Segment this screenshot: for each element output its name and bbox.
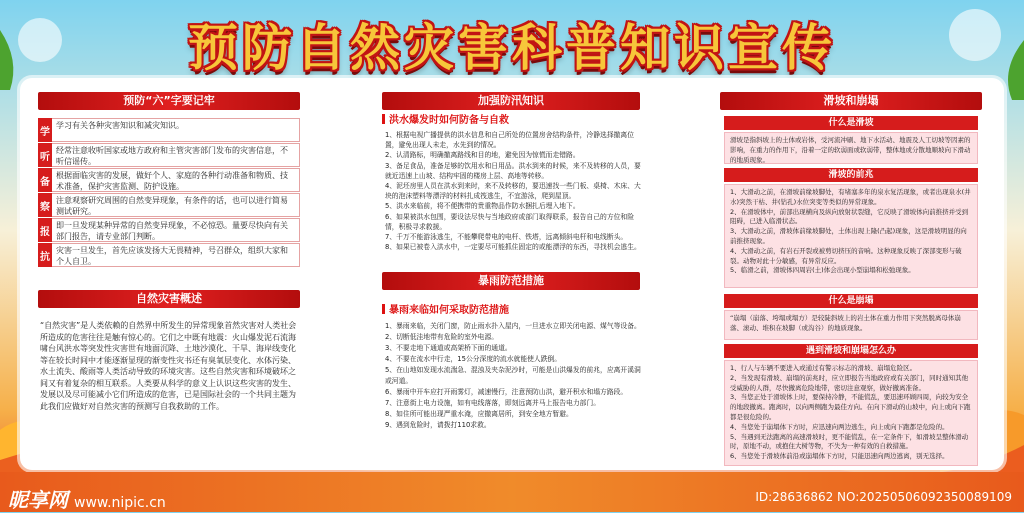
watermark-logo xyxy=(8,484,166,513)
encounter-item: 1、行人与车辆不要进入或通过有警示标志的滑坡、崩塌危险区。 xyxy=(730,364,917,372)
rain-subheading-text: 暴雨来临如何采取防范措施 xyxy=(389,305,509,316)
sign-item: 5、临滑之前，滑坡体四周岩(土)体会出现小型崩塌和松弛现象。 xyxy=(730,266,915,275)
watermark-url: www.nipic.cn xyxy=(74,495,166,511)
rain-item: 8、如住所可能出现严重水淹，应撤离居所，到安全地方暂避。 xyxy=(385,410,573,418)
flood-item: 7、千万不能游泳逃生，不能攀爬带电的电杆、铁塔，远离倾斜电杆和电线断头。 xyxy=(385,233,628,242)
encounter-item: 6、当您处于滑坡体前沿或崩塌体下方时，只能迅速向两边逃离，别无选择。 xyxy=(730,452,949,461)
rain-item: 5、在山地如发现水流湍急、混浊及夹杂泥沙时，可能是山洪爆发的前兆，应离开溪洞或河道。 xyxy=(385,366,641,385)
sign-item: 2、在滑坡体中，前部出现横向及纵向放射状裂缝，它反映了滑坡体向前推挤并受到阻碍，已进入临滑状态。 xyxy=(730,207,969,226)
flood-item: 1、根据电视广播提供的洪水信息和自己所处的位置房舍结构条件，冷静选择撤离位置，避免出现人未走，水先到的情况。 xyxy=(385,131,635,150)
encounter-label: 遇到滑坡和崩塌怎么办 xyxy=(724,344,978,358)
overview-text: “自然灾害”是人类依赖的自然界中所发生的异常现象首然灾害对人类社会所造成的危害往往是触有惊心的。它们之中既有地震：火山爆发泥石流海啸台风洪水等突发性灾害世有地面沉降、土地沙漠化、干旱、海岸线变化等在较长时间中才能逐渐显现的渐变性灾书还有臭氧层变化、水体污染、水土流失、酸雨等人类活动导致的环境灾害。这些自然灾害和环境破坏之间又有着复杂的相互联系。人类要从科学的意义上认识这些灾害的发生、发展以及尽可能减小它们所造成的危害，已是国际社会的一个共同主题为此我们应做好对自然灾害的预测写自我救助的工作。 xyxy=(40,321,297,411)
overview-heading: 自然灾害概述 xyxy=(38,290,300,308)
overview-paragraph xyxy=(40,320,300,470)
flood-subheading-text: 洪水爆发时如何防备与自救 xyxy=(389,115,509,126)
flood-item: 5、洪水来临前，将不便携带的贵重物品作防水捆扎后埋入地下。 xyxy=(385,202,580,211)
flood-item: 8、如果已被卷入洪水中，一定要尽可能抓住固定的或能漂浮的东西，寻找机会逃生。 xyxy=(385,243,641,252)
row-tag: 抗 xyxy=(38,243,52,267)
landslide-definition-text: 滑坡是指斜坡上的土体或岩体，受河流冲刷、地下水活动、地震及人工切坡等因素的影响，在重力的作用下，沿着一定的软弱面或软弱带，整体地或分散地顺坡向下滑动的地质现象。 xyxy=(730,136,971,164)
flood-item: 2、认清路标，明确撤离路线和目的地，避免因为惊慌而走错路。 xyxy=(385,151,580,160)
landslide-heading: 滑坡和崩塌 xyxy=(720,92,982,110)
row-text: 学习有关各种灾害知识和减灾知识。 xyxy=(52,118,300,142)
rain-item: 4、不要在流水中行走，15公分深度的流水就能使人跌倒。 xyxy=(385,355,562,363)
flood-item: 4、泥坯房里人员在洪水到来时，来不及转移的，要迅速找一些门板、桌椅、木床、大块的泡沫塑料等漂浮的材料扎成筏逃生，不宜游泳，爬到屋顶。 xyxy=(385,182,641,201)
six-words-row xyxy=(38,243,300,267)
rain-item: 9、遇到危险时，请拨打110求救。 xyxy=(385,421,491,429)
six-words-row xyxy=(38,143,300,167)
row-text: 灾害一旦发生，首先应该发扬大无畏精神，号召群众，组织大家和个人自卫。 xyxy=(52,243,300,267)
row-tag: 听 xyxy=(38,143,52,167)
rain-list xyxy=(385,321,643,469)
row-tag: 察 xyxy=(38,193,52,217)
landslide-signs xyxy=(724,184,978,288)
flood-item: 6、如果被洪水包围，要设法尽快与当地政府或部门取得联系，报告自己的方位和险情，积极寻求救援。 xyxy=(385,212,635,231)
six-words-row xyxy=(38,193,300,217)
flood-list xyxy=(385,130,643,260)
landslide-definition xyxy=(724,132,978,164)
watermark-logo-text: 昵享网 xyxy=(8,488,68,512)
six-words-row xyxy=(38,168,300,192)
flood-item: 3、备足食品，准备足够的饮用水和日用品。洪水到来的时候，来不及转移的人员，要就近迅速上山坡、结构牢固的楼房上层、高地等转移。 xyxy=(385,161,641,180)
sign-item: 1、大滑动之前，在滑坡前缘坡脚处，有堵塞多年的泉水复活现象，或者出现泉水(井水)突然干枯、井(钻孔)水位突变等类似的异常现象。 xyxy=(730,188,971,206)
row-text: 即一旦发现某种异常的自然变异现象，不必惊恐。量要尽快向有关部门报告，请专业部门判断。 xyxy=(52,218,300,242)
flood-subheading xyxy=(382,114,640,128)
row-tag: 学 xyxy=(38,118,52,142)
six-words-heading: 预防“六”字要记牢 xyxy=(38,92,300,110)
rain-heading: 暴雨防范措施 xyxy=(382,272,640,290)
poster-title: 预防自然灾害科普知识宣传 xyxy=(188,19,836,77)
row-text: 注意观察研究周围的自然变异现象，有条件的话，也可以进行简易测试研究。 xyxy=(52,193,300,217)
encounter-item: 5、当遇到无法跑离的高速滑坡时，更不能慌乱，在一定条件下，如滑坡呈整体滑动时，原地不动，或抱住大树等物，不失为一种有效的自救措施。 xyxy=(730,432,969,451)
rain-item: 1、暴雨来临，关闭门窗，防止雨水扑入屋内，一旦进水立即关闭电源、煤气等设备。 xyxy=(385,322,641,330)
rain-subheading xyxy=(382,304,640,318)
subheading-marker xyxy=(382,304,385,314)
encounter-item: 3、当您正处于滑坡体上时，要保持冷静，不能慌乱，要迅速环顾四周，向较为安全的地段撤离。跑离时，以向两侧跑为最佳方向。在向下滑动的山坡中，向上或向下跑都是很危险的。 xyxy=(730,393,971,421)
watermark-id: ID:28636862 NO:20250506092350089109 xyxy=(755,490,1012,504)
collapse-definition-text: “崩塌（崩落、垮塌或塌方）是较陡斜坡上的岩土体在重力作用下突然脱离母体崩落、滚动、堆积在坡脚（或沟谷）的地质现象。 xyxy=(730,314,961,332)
encounter-item: 4、当您处于崩塌体下方时，应迅速向两边逃生，向上或向下跑都是危险的。 xyxy=(730,422,949,431)
landslide-signs-label: 滑坡的前兆 xyxy=(724,168,978,182)
rain-item: 6、暴雨中开车应打开雨雾灯，减速慢行，注意预防山洪，避开积水和塌方路段。 xyxy=(385,388,628,396)
what-collapse-label: 什么是崩塌 xyxy=(724,294,978,308)
collapse-definition xyxy=(724,310,978,340)
sign-item: 3、大滑动之前，滑坡体前缘坡脚处，土体出现上隆(凸起)现象，这是滑坡明显的向前推挤现象。 xyxy=(730,227,967,245)
six-words-row xyxy=(38,118,300,142)
encounter-item: 2、当发现有滑坡、崩塌的前兆时，应立即报告当地政府或有关部门，同时通知其他受威胁的人群，尽快撤离危险地带，密切注意观察，做好撤离准备。 xyxy=(730,373,969,392)
rain-item: 3、不要走地下通道或高架桥下面的通道。 xyxy=(385,344,512,352)
six-words-row xyxy=(38,218,300,242)
row-text: 经常注意收听国家或地方政府和主管灾害部门发布的灾害信息，不听信谣传。 xyxy=(52,143,300,167)
rain-item: 7、注意街上电力设施，如有电线落落，即刻远离并马上报告电力部门。 xyxy=(385,399,601,407)
row-tag: 报 xyxy=(38,218,52,242)
sign-item: 4、大滑动之前，有岩石开裂或被剪切挤压的音响。这种现象反映了深部变形与破裂。动物对此十分敏感，有异常反应。 xyxy=(730,246,962,265)
subheading-marker xyxy=(382,114,385,124)
encounter-list xyxy=(724,360,978,466)
row-text: 根据面临灾害的发展，做好个人、家庭的各种行动准备和物质、技术准备，保护灾害监测、防护设施。 xyxy=(52,168,300,192)
what-landslide-label: 什么是滑坡 xyxy=(724,116,978,130)
rain-item: 2、切断低洼地带有危险的室外电源。 xyxy=(385,333,499,341)
row-tag: 备 xyxy=(38,168,52,192)
flood-heading: 加强防汛知识 xyxy=(382,92,640,110)
